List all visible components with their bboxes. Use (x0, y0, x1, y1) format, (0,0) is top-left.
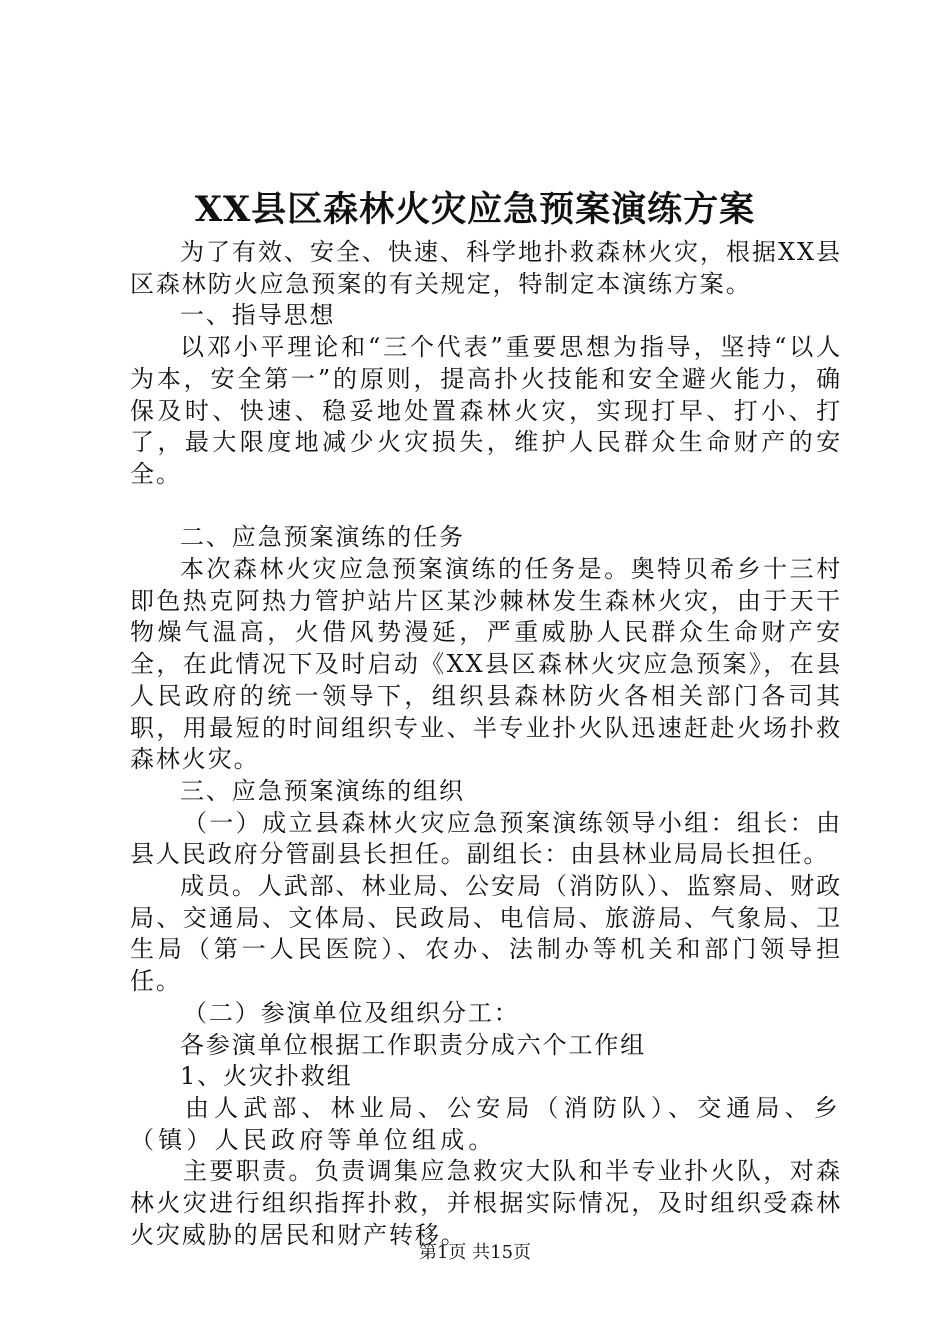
document-body (130, 237, 842, 1251)
guiding-ideology-paragraph: 以邓小平理论和“三个代表”重要思想为指导，坚持“以人为本，安全第一”的原则，提高扑火技能和安全避火能力，确保及时、快速、稳妥地处置森林火灾，实现打早、打小、打了，最大限度地减少火灾损失，维护人民群众生命财产的安全。 (130, 333, 842, 488)
subsection-heading-2: （二）参演单位及组织分工： (183, 998, 520, 1027)
intro-paragraph: 为了有效、安全、快速、科学地扑救森林火灾，根据XX县区森林防火应急预案的有关规定，特制定本演练方案。 (130, 238, 842, 298)
section-heading-3: 三、应急预案演练的组织 (180, 776, 465, 805)
members-paragraph: 成员。人武部、林业局、公安局（消防队）、监察局、财政局、交通局、文体局、民政局、电信局、旅游局、气象局、卫生局（第一人民医院）、农办、法制办等机关和部门领导担任。 (130, 872, 842, 996)
section-heading-1: 一、指导思想 (180, 301, 336, 330)
group-heading-1: 1、火灾扑救组 (180, 1062, 353, 1091)
group-composition-paragraph: 由人武部、林业局、公安局（消防队）、交通局、乡（镇）人民政府等单位组成。 (130, 1093, 842, 1154)
blank-line (130, 491, 842, 523)
page-footer: 第1页 共15页 (418, 1242, 532, 1263)
document-title: XX县区森林火灾应急预案演练方案 (194, 189, 756, 230)
section-heading-2: 二、应急预案演练的任务 (180, 523, 465, 552)
work-groups-paragraph: 各参演单位根据工作职责分成六个工作组 (180, 1030, 647, 1059)
drill-task-paragraph: 本次森林火灾应急预案演练的任务是。奥特贝希乡十三村即色热克阿热力管护站片区某沙棘林发生森林火灾，由于天干物燥气温高，火借风势漫延，严重威胁人民群众生命财产安全，在此情况下及时启动《XX县区森林火灾应急预案》，在县人民政府的统一领导下，组织县森林防火各相关部门各司其职，用最短的时间组织专业、半专业扑火队迅速赶赴火场扑救森林火灾。 (130, 555, 842, 774)
leadership-group-paragraph: （一）成立县森林火灾应急预案演练领导小组：组长：由县人民政府分管副县长担任。副组长：由县林业局局长担任。 (130, 808, 842, 869)
main-duties-paragraph: 主要职责。负责调集应急救灾大队和半专业扑火队，对森林火灾进行组织指挥扑救，并根据实际情况，及时组织受森林火灾威胁的居民和财产转移。 (130, 1157, 842, 1249)
